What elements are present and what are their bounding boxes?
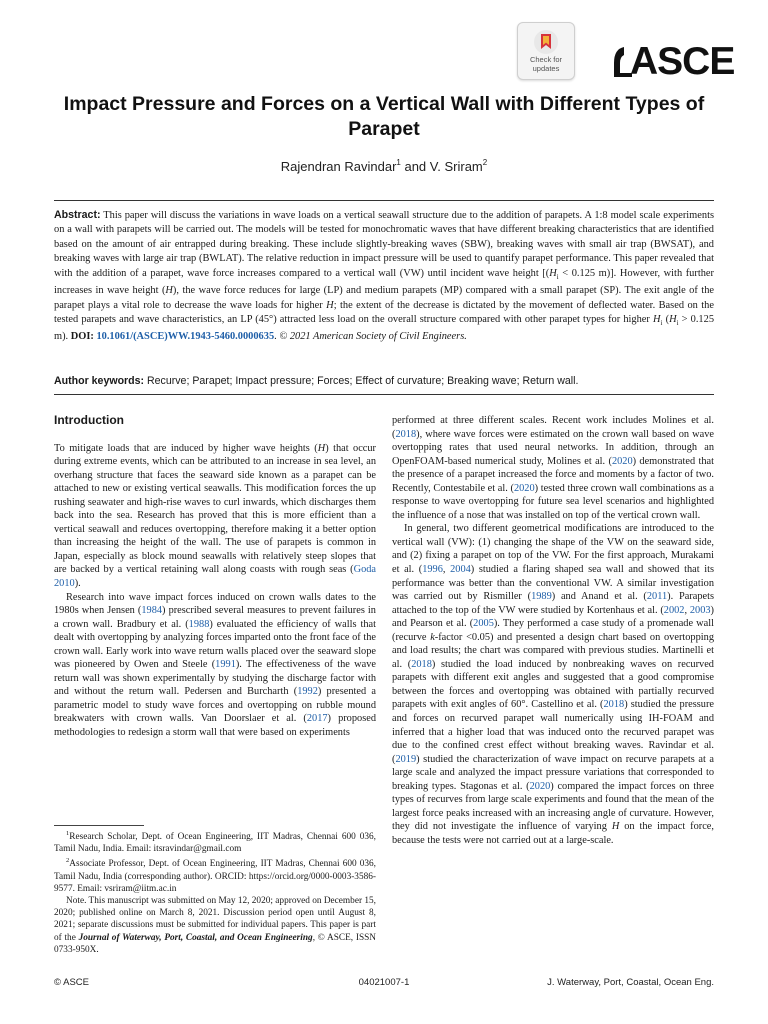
- abstract-text: (: [662, 313, 670, 325]
- citation-link[interactable]: 2020: [513, 482, 535, 494]
- keywords-rule: [54, 394, 714, 395]
- footnote-text: Associate Professor, Dept. of Ocean Engineering, IIT Madras, Chennai 600 036, Tamil Nadu, India (corresponding author). ORCID: https://orcid.org/0000-0003-3586-9577. Email: vsriram@iitm.ac.in: [54, 859, 376, 894]
- author-keywords: [54, 374, 714, 388]
- doi: [71, 331, 274, 342]
- text: ). Parapets attached to the top of the VW were studied by Kortenhaus et al. (: [392, 591, 714, 616]
- abstract-label: Abstract:: [54, 209, 101, 221]
- abstract-symbol: H: [653, 313, 661, 325]
- author-2-affiliation: 2: [482, 158, 488, 167]
- author-1-affiliation: 1: [396, 158, 401, 167]
- submission-note: [54, 895, 376, 956]
- text: ) presented a parametric model to study wave forces and overtopping on rubble mound breakwaters with crown walls. Van Doorslaer et al. (: [54, 686, 376, 725]
- citation-link[interactable]: 2004: [450, 564, 471, 576]
- footnote-1: [54, 828, 376, 855]
- citation-link[interactable]: 2020: [529, 780, 551, 792]
- footnote-marker: 1: [66, 830, 70, 837]
- abstract-subscript: i: [676, 319, 679, 327]
- citation-link[interactable]: 2003: [689, 604, 711, 616]
- abstract-text: This paper will discuss the variations in wave loads on a vertical seawall structure due to the addition of parapets. A 1:8 model scale experiments on a wall with parapets will be carried out. The models will be tested for monochromatic waves that have different breaking characteristics that are identified based on the amount of air entrapped during breaking. These include slightly-breaking waves (SBW), breaking waves with small air trap (BWSAT), and breaking waves with large air trap (BWLAT). The relative reduction in impact pressure will be used to quantify parapet performance. This paper revealed that with the addition of a parapet, wave force increases compared to a vertical wall (VW) until incident wave height [(: [54, 210, 714, 279]
- text: -factor <0.05) and presented a design chart based on overtopping and load results; the chart was compared with previous studies. Martinelli et al. (: [392, 631, 714, 670]
- keywords-text: Recurve; Parapet; Impact pressure; Forces; Effect of curvature; Breaking wave; Return wall.: [144, 375, 579, 387]
- note-text: , © ASCE, ISSN 0733-950X.: [54, 932, 376, 955]
- text: ) proposed methodologies to redesign a storm wall that were based on experiments: [54, 713, 376, 739]
- abstract-symbol: H: [326, 299, 334, 311]
- journal-name: Journal of Waterway, Port, Coastal, and Ocean Engineering: [78, 932, 313, 943]
- footnote-2: [54, 855, 376, 895]
- citation-link[interactable]: 2005: [473, 618, 494, 630]
- text: ) that occur during extreme events, which can be attributed to an increase in sea level, an overhang structure that faces the seaward side known as a parapet can be attached to new or existing vertical seawalls. This modification forces the up rushing seawater and high-rise waves to curl inwards, which discharges them back into the sea. Research has proved that this is more efficient than a vertical seawall and reduces overtopping, therefore making it a better option than increasing the height of the wall. The use of parapets is common in Japan, especially as block mound seawalls with relatively steep slopes that are backed by a vertical retaining wall along coasts with rough seas (: [54, 442, 376, 576]
- abstract-subscript: i: [556, 272, 559, 281]
- text: ). They performed a case study of a promenade wall (recurve: [392, 618, 714, 643]
- citation-link[interactable]: 2020: [611, 455, 633, 467]
- asce-logo: [612, 42, 734, 82]
- citation-link[interactable]: 1996: [422, 564, 443, 576]
- footer-journal: J. Waterway, Port, Coastal, Ocean Eng.: [547, 977, 714, 988]
- symbol: H: [317, 442, 326, 454]
- text: ) tested three crown wall combinations as a response to wave overtopping for future sea level scenarios and highlighted the influence of a nose that was installed on top of the vertical crown wall.: [392, 482, 714, 521]
- paragraph: [54, 442, 376, 591]
- footnote-text: Research Scholar, Dept. of Ocean Engineering, IIT Madras, Chennai 600 036, Tamil Nadu, India. Email: itsravindar@gmail.com: [54, 832, 376, 855]
- doi-label: DOI:: [70, 331, 94, 343]
- author-line: [30, 158, 738, 174]
- text: on the impact force, because the tests were not carried out at a large-scale.: [392, 821, 714, 846]
- citation-link[interactable]: 1991: [215, 659, 236, 671]
- text: ) evaluated the efficiency of walls that dealt with overtopping by analyzing forces imparted onto the front face of the crown wall. Early work into wave return walls placed over the seaward slope was pioneered by Owen and Steele (: [54, 618, 376, 671]
- paper-title: Impact Pressure and Forces on a Vertical Wall with Different Types of Parapet: [63, 93, 705, 140]
- text: ) and Anand et al. (: [551, 591, 647, 603]
- text: ) studied the pressure and forces on recurved parapet wall numerically using IH-FOAM and inferred that a higher load that was induced onto the recurved parapet was due to the confined crest effect without breaking waves. Ravindar et al. (: [392, 699, 714, 765]
- text: ).: [74, 578, 81, 590]
- citation-link[interactable]: 1988: [188, 618, 210, 630]
- text: ) and Pearson et al. (: [392, 604, 714, 630]
- citation-link[interactable]: 1992: [297, 686, 318, 698]
- citation-link[interactable]: 2002: [663, 604, 685, 616]
- text: ) prescribed several measures to prevent failures in a crown wall. Bradbury et al. (: [54, 605, 376, 630]
- text: ) demonstrated that the presence of a parapet increased the force and moments by a factor of two. Recently, Contestabile et al. (: [392, 455, 714, 494]
- abstract-symbol: H: [165, 285, 173, 297]
- doi-link[interactable]: 10.1061/(ASCE)WW.1943-5460.0000635: [93, 331, 275, 343]
- author-separator: and: [400, 159, 430, 174]
- citation-link[interactable]: 1984: [141, 605, 163, 617]
- left-column: [54, 414, 376, 740]
- text: ) compared the impact forces on three types of recurves from large scale experiments and found that the mean of the largest force peaks increased with an increasing angle of curvature. However, they did not investigate the influence of varying: [392, 780, 714, 833]
- asce-logo-text: ASCE: [630, 40, 735, 83]
- text: ). The effectiveness of the wave return wall was shown experimentally by studying the discharge factor with and without the return wall. Pedersen and Burcharth (: [54, 659, 376, 698]
- text: ) studied the characterization of wave impact on recurve parapets at a large scale and analyzed the impact pressure variations that corresponded to breaking types. Stagonas et al. (: [392, 753, 714, 792]
- paragraph: [392, 414, 714, 522]
- text: ), where wave forces were estimated on the crown wall based on wave overtopping rates that used neural networks. In addition, through an OpenFOAM-based numerical study, Molines et al. (: [392, 428, 714, 467]
- paragraph: [54, 591, 376, 740]
- text: ,: [684, 604, 690, 616]
- citation-link[interactable]: 2017: [306, 713, 328, 725]
- abstract: [54, 208, 714, 345]
- footnote-marker: 2: [66, 857, 70, 865]
- right-column: [392, 414, 714, 848]
- abstract-symbol: H: [669, 313, 677, 325]
- check-for-updates-badge[interactable]: [517, 22, 575, 80]
- citation-link[interactable]: 2011: [646, 591, 668, 603]
- footer-left: © ASCE: [54, 977, 89, 988]
- citation-link[interactable]: 2018: [395, 428, 417, 440]
- abstract-symbol: H: [549, 267, 557, 279]
- copyright: © 2021 American Society of Civil Engineers.: [279, 331, 467, 343]
- text: In general, two different geometrical modifications are introduced to the vertical wall (VW): (1) changing the shape of the VW on the seaward side, and (2) fixing a parapet on top of the VW. For the first approach, Murakami et al. (: [392, 523, 714, 576]
- top-rule: [54, 200, 714, 201]
- abstract-text: < 0.125 m)]. However, with further increases in wave height (: [54, 267, 714, 297]
- author-1: Rajendran Ravindar: [280, 159, 397, 174]
- citation-link[interactable]: Goda 2010: [54, 564, 376, 590]
- bookmark-icon: [533, 29, 559, 55]
- symbol: H: [611, 821, 620, 833]
- citation-link[interactable]: 2018: [603, 699, 625, 711]
- abstract-text: .: [274, 331, 280, 343]
- text: ) studied the load induced by nonbreaking waves on recurved parapets with different exit angles and suggested that a good compromise between the forces and overtopping was obtained with partially recurved parapets with exit angles of 60°. Castellino et al. (: [392, 658, 714, 711]
- abstract-text: ), the wave force reduces for large (LP) and medium parapets (MP) compared with a small parapet (SP). The exit angle of the parapet plays a vital role to decrease the wave loads for higher: [54, 285, 714, 311]
- abstract-text: > 0.125 m).: [54, 313, 715, 343]
- citation-link[interactable]: 1989: [531, 591, 552, 603]
- section-heading-introduction: Introduction: [54, 413, 124, 427]
- text: To mitigate loads that are induced by higher wave heights (: [54, 442, 318, 454]
- paragraph: [392, 522, 714, 847]
- text: ) studied a flaring shaped sea wall and showed that its performance was better than the conventional VW. A similar investigation was carried out by Rismiller (: [392, 564, 714, 603]
- citation-link[interactable]: 2018: [411, 658, 432, 670]
- abstract-subscript: i: [660, 319, 663, 327]
- badge-line-2: updates: [532, 64, 560, 73]
- author-2: V. Sriram: [429, 159, 483, 174]
- footnotes: [54, 828, 376, 956]
- symbol: k: [430, 631, 435, 643]
- footnote-rule: [54, 825, 144, 826]
- text: Research into wave impact forces induced on crown walls dates to the 1980s when Jensen (: [54, 591, 376, 617]
- keywords-label: Author keywords:: [54, 375, 145, 387]
- footer-page-id: 04021007-1: [358, 977, 410, 988]
- citation-link[interactable]: 2019: [395, 753, 417, 765]
- badge-line-1: Check for: [529, 55, 563, 64]
- abstract-text: ; the extent of the decrease is dictated by the movement of deflected water. Based on the tested parapets and wave characteristics, an LP (45°) attracted less load on the overall structure compared with other parapet types for higher: [54, 299, 714, 325]
- note-text: Note. This manuscript was submitted on May 12, 2020; approved on December 15, 2020; published online on March 8, 2021. Discussion period open until August 8, 2021; separate discussions must be submitted for individual papers. This paper is part of the: [54, 896, 376, 943]
- text: performed at three different scales. Recent work includes Molines et al. (: [392, 415, 714, 440]
- text: ,: [442, 564, 451, 576]
